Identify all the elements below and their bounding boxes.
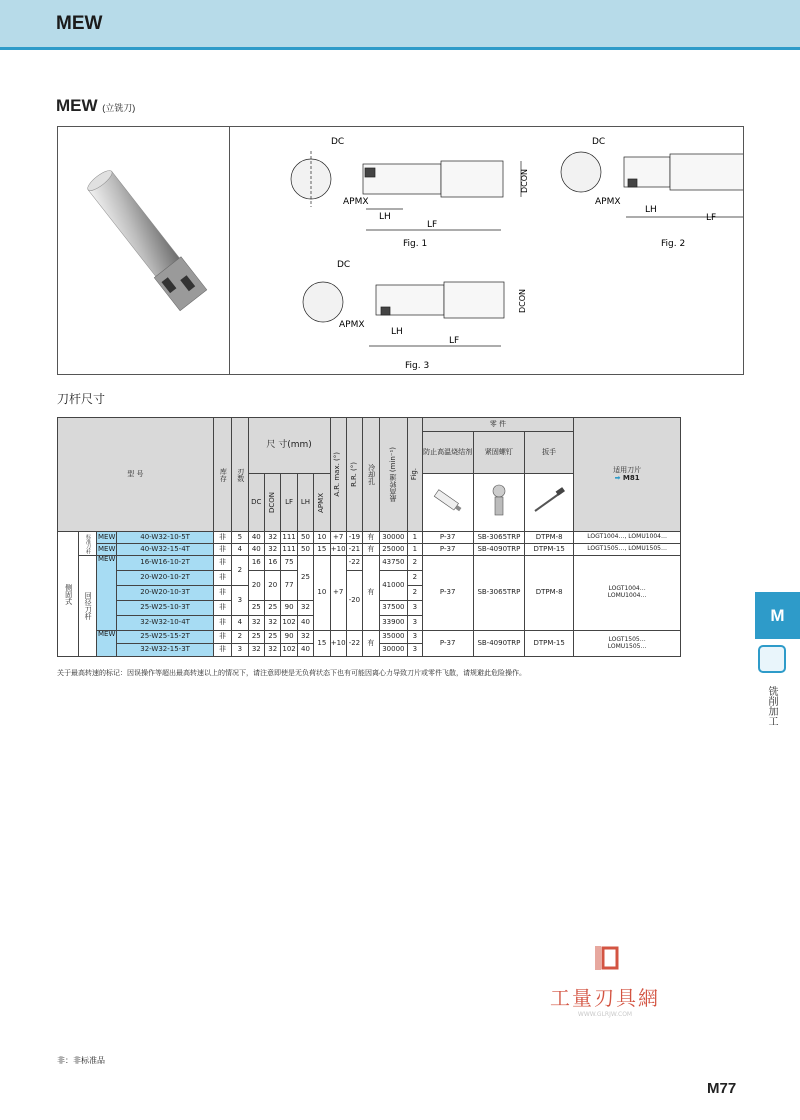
- fig2-lh-label: LH: [645, 205, 657, 215]
- fig2-caption: Fig. 2: [661, 239, 686, 249]
- r1-screw: SB-3065TRP: [473, 532, 524, 544]
- r1-teeth: 5: [232, 532, 248, 544]
- r9-dcon: 32: [265, 644, 281, 657]
- r1-lf: 111: [281, 532, 297, 544]
- r2-dc: 40: [248, 544, 264, 556]
- r7-dcon: 32: [265, 616, 281, 631]
- r8-lh: 32: [297, 631, 313, 644]
- header-model: 型 号: [58, 418, 214, 532]
- r2-fig: 1: [408, 544, 422, 556]
- r1-series: MEW: [96, 532, 117, 544]
- r1-dc: 40: [248, 532, 264, 544]
- footer-legend: 非：非标准品: [57, 1056, 105, 1065]
- r9-rpm: 30000: [379, 644, 408, 657]
- r1-insert: LOGT1004…, LOMU1004…: [574, 532, 681, 544]
- screw-icon: [473, 474, 524, 532]
- header-wrench: 扳手: [525, 432, 574, 474]
- grp-large-rr: -22: [346, 631, 362, 657]
- drawing-box: [57, 126, 744, 375]
- r9-stock: 非: [213, 644, 231, 657]
- r2-rpm: 25000: [379, 544, 408, 556]
- r9-fig: 3: [408, 644, 422, 657]
- r1-wrench: DTPM-8: [525, 532, 574, 544]
- r1-dcon: 32: [265, 532, 281, 544]
- header-coolant: 冷却孔: [367, 464, 376, 485]
- rpm-note: 关于最高转速的标记：因误操作等超出最高转速以上的情况下，请注意即使是无负荷状态下也有可能因离心力导致刀片或零件飞散，请规避此危险操作。: [57, 669, 526, 677]
- section-title: [56, 96, 135, 116]
- r1-model: 40-W32-10-5T: [117, 532, 213, 544]
- r3-dc: 16: [248, 556, 264, 571]
- header-screw: 紧固螺钉: [473, 432, 524, 474]
- r7-model: 32-W32-10-4T: [117, 616, 213, 631]
- watermark-logo-icon: [585, 944, 625, 974]
- r1-rpm: 30000: [379, 532, 408, 544]
- end-mill-photo-icon: [58, 127, 230, 374]
- r8-lf: 90: [281, 631, 297, 644]
- r8-fig: 3: [408, 631, 422, 644]
- header-fig: Fig.: [410, 468, 419, 481]
- r9-dc: 32: [248, 644, 264, 657]
- grp-large-screw: SB-4090TRP: [473, 631, 524, 657]
- header-rr: R.R. (°): [349, 462, 358, 487]
- r9-model: 32-W32-15-3T: [117, 644, 213, 657]
- fig3-caption: Fig. 3: [405, 361, 430, 371]
- page-header: [0, 0, 800, 50]
- wrench-icon: [525, 474, 574, 532]
- header-teeth: 刃数: [236, 467, 245, 482]
- r1-lh: 50: [297, 532, 313, 544]
- table-title: 刀杆尺寸: [57, 392, 106, 406]
- grp-small-insert2: LOMU1004…: [607, 592, 647, 599]
- r1-stock: 非: [213, 532, 231, 544]
- r2-dcon: 32: [265, 544, 281, 556]
- r6-stock: 非: [213, 601, 231, 616]
- fig2-dc-label: DC: [592, 137, 606, 147]
- r3-dcon: 16: [265, 556, 281, 571]
- fig3-dcon-label: DCON: [518, 288, 527, 313]
- r9-lf: 102: [281, 644, 297, 657]
- spec-table: [57, 417, 681, 657]
- header-title: MEW: [56, 13, 103, 34]
- r2-model: 40-W32-15-4T: [117, 544, 213, 556]
- r1-rr: -19: [346, 532, 362, 544]
- grp-small-apmx: 10: [314, 556, 330, 631]
- fig3-lh-label: LH: [391, 327, 403, 337]
- grp-small-screw: SB-3065TRP: [473, 556, 524, 631]
- section-tab-label: 铣削加工: [766, 686, 777, 726]
- grp-small-teeth2: 2: [232, 556, 248, 586]
- r6-dc: 25: [248, 601, 264, 616]
- r2-wrench: DTPM-15: [525, 544, 574, 556]
- r8-model: 25-W25-15-2T: [117, 631, 213, 644]
- r7-dc: 32: [248, 616, 264, 631]
- grp-small-lh: 25: [297, 556, 313, 601]
- grp-small-dcon20: 20: [265, 571, 281, 601]
- fig1-drawing: [291, 151, 521, 230]
- fig1-caption: Fig. 1: [403, 239, 428, 249]
- r7-rpm: 33900: [379, 616, 408, 631]
- r1-fig: 1: [408, 532, 422, 544]
- tool-photo: [58, 127, 230, 374]
- header-dc: DC: [248, 474, 264, 532]
- header-dcon: DCON: [267, 491, 276, 514]
- r5-stock: 非: [213, 586, 231, 601]
- group-standard: 标准刀杆: [84, 533, 91, 554]
- fig3-drawing: [303, 282, 504, 346]
- r4-stock: 非: [213, 571, 231, 586]
- r2-teeth: 4: [232, 544, 248, 556]
- header-parts: 零 件: [422, 418, 574, 432]
- fig1-dcon-label: DCON: [520, 168, 529, 193]
- fig1-lh-label: LH: [379, 212, 391, 222]
- fig3-dc-label: DC: [337, 260, 351, 270]
- grp-small-rr: -20: [346, 571, 362, 631]
- r3-fig: 2: [408, 556, 422, 571]
- r3-lf: 75: [281, 556, 297, 571]
- grp-small-lf77: 77: [281, 571, 297, 601]
- r3-model: 16-W16-10-2T: [117, 556, 213, 571]
- grp-small-grease: P-37: [422, 556, 473, 631]
- r2-lf: 111: [281, 544, 297, 556]
- r1-coolant: 有: [363, 532, 379, 544]
- header-insert-label: 适用刀片: [613, 465, 642, 474]
- header-apmx: APMX: [317, 492, 326, 513]
- r8-teeth: 2: [232, 631, 248, 644]
- arrow-right-icon: ➡: [614, 473, 621, 482]
- r7-teeth: 4: [232, 616, 248, 631]
- r3-stock: 非: [213, 556, 231, 571]
- fig3-apmx-label: APMX: [339, 320, 365, 330]
- r2-stock: 非: [213, 544, 231, 556]
- r6-rpm: 37500: [379, 601, 408, 616]
- r8-stock: 非: [213, 631, 231, 644]
- fig1-apmx-label: APMX: [343, 197, 369, 207]
- r2-grease: P-37: [422, 544, 473, 556]
- fig1-dc-label: DC: [331, 137, 345, 147]
- r8-dc: 25: [248, 631, 264, 644]
- grp-large-wrench: DTPM-15: [525, 631, 574, 657]
- milling-icon: [758, 645, 786, 673]
- insert-ref-link[interactable]: M81: [622, 473, 640, 482]
- r6-fig: 3: [408, 601, 422, 616]
- r2-lh: 50: [297, 544, 313, 556]
- r2-insert: LOGT1505…, LOMU1505…: [574, 544, 681, 556]
- header-insert: [574, 418, 681, 532]
- grp-large-grease: P-37: [422, 631, 473, 657]
- r2-ar: +10: [330, 544, 346, 556]
- r2-screw: SB-4090TRP: [473, 544, 524, 556]
- r4-fig: 2: [408, 571, 422, 586]
- grp-small-insert: [574, 556, 681, 631]
- grp-small-coolant: 有: [363, 556, 379, 631]
- r7-lf: 102: [281, 616, 297, 631]
- grp-small-rpm: 41000: [379, 571, 408, 601]
- r9-teeth: 3: [232, 644, 248, 657]
- grp-large-insert: [574, 631, 681, 657]
- r8-series: MEW: [96, 631, 117, 657]
- r1-apmx: 10: [314, 532, 330, 544]
- header-stock: 库存: [219, 467, 228, 482]
- header-lf: LF: [281, 474, 297, 532]
- r6-dcon: 25: [265, 601, 281, 616]
- dimension-drawings: [231, 127, 743, 374]
- r3-rr: -22: [346, 556, 362, 571]
- r2-apmx: 15: [314, 544, 330, 556]
- r4-model: 20-W20-10-2T: [117, 571, 213, 586]
- r8-rpm: 35000: [379, 631, 408, 644]
- header-dims: 尺 寸(mm): [248, 418, 330, 474]
- r3-rpm: 43750: [379, 556, 408, 571]
- grp-small-wrench: DTPM-8: [525, 556, 574, 631]
- watermark-url: WWW.GLRJW.COM: [577, 1011, 633, 1018]
- header-ar: A.R. max. (°): [333, 452, 342, 497]
- grp-small-ar: +7: [330, 556, 346, 631]
- header-grease: 防止高温烧结剂: [422, 432, 473, 474]
- fig2-apmx-label: APMX: [595, 197, 621, 207]
- r8-dcon: 25: [265, 631, 281, 644]
- r7-lh: 40: [297, 616, 313, 631]
- r2-coolant: 有: [363, 544, 379, 556]
- fig2-lf-label: LF: [706, 213, 717, 223]
- fig1-lf-label: LF: [427, 220, 438, 230]
- r7-stock: 非: [213, 616, 231, 631]
- page-number: M77: [707, 1080, 737, 1097]
- r7-fig: 3: [408, 616, 422, 631]
- r1-ar: +7: [330, 532, 346, 544]
- r2-rr: -21: [346, 544, 362, 556]
- header-rpm: 最高转速 (min⁻¹): [388, 446, 397, 503]
- r2-series: MEW: [96, 544, 117, 556]
- header-lh: LH: [297, 474, 313, 532]
- grp-large-insert2: LOMU1505…: [607, 642, 647, 650]
- watermark: [540, 944, 670, 1018]
- r1-grease: P-37: [422, 532, 473, 544]
- r5-fig: 2: [408, 586, 422, 601]
- grp-large-insert1: LOGT1505…: [608, 635, 646, 643]
- section-title-text: MEW: [56, 96, 98, 115]
- grp-large-apmx: 15: [314, 631, 330, 657]
- fig3-lf-label: LF: [449, 336, 460, 346]
- grp-small-dc20: 20: [248, 571, 264, 601]
- group-side-lock: 侧固式: [64, 583, 73, 605]
- grp-small-insert1: LOGT1004…: [608, 585, 646, 593]
- r6-model: 25-W25-10-3T: [117, 601, 213, 616]
- watermark-text: 工量刃具網: [550, 986, 660, 1010]
- section-tab-m[interactable]: M: [755, 592, 800, 639]
- r5-model: 20-W20-10-3T: [117, 586, 213, 601]
- grp-large-ar: +10: [330, 631, 346, 657]
- group-neck: 回径刀杆: [84, 592, 93, 620]
- grease-tube-icon: [422, 474, 473, 532]
- section-subtitle: (立铣刀): [102, 103, 136, 113]
- r6-lf: 90: [281, 601, 297, 616]
- r6-lh: 32: [297, 601, 313, 616]
- r9-lh: 40: [297, 644, 313, 657]
- grp-large-coolant: 有: [363, 631, 379, 657]
- r3-series: MEW: [96, 556, 117, 631]
- grp-small-teeth3: 3: [232, 586, 248, 616]
